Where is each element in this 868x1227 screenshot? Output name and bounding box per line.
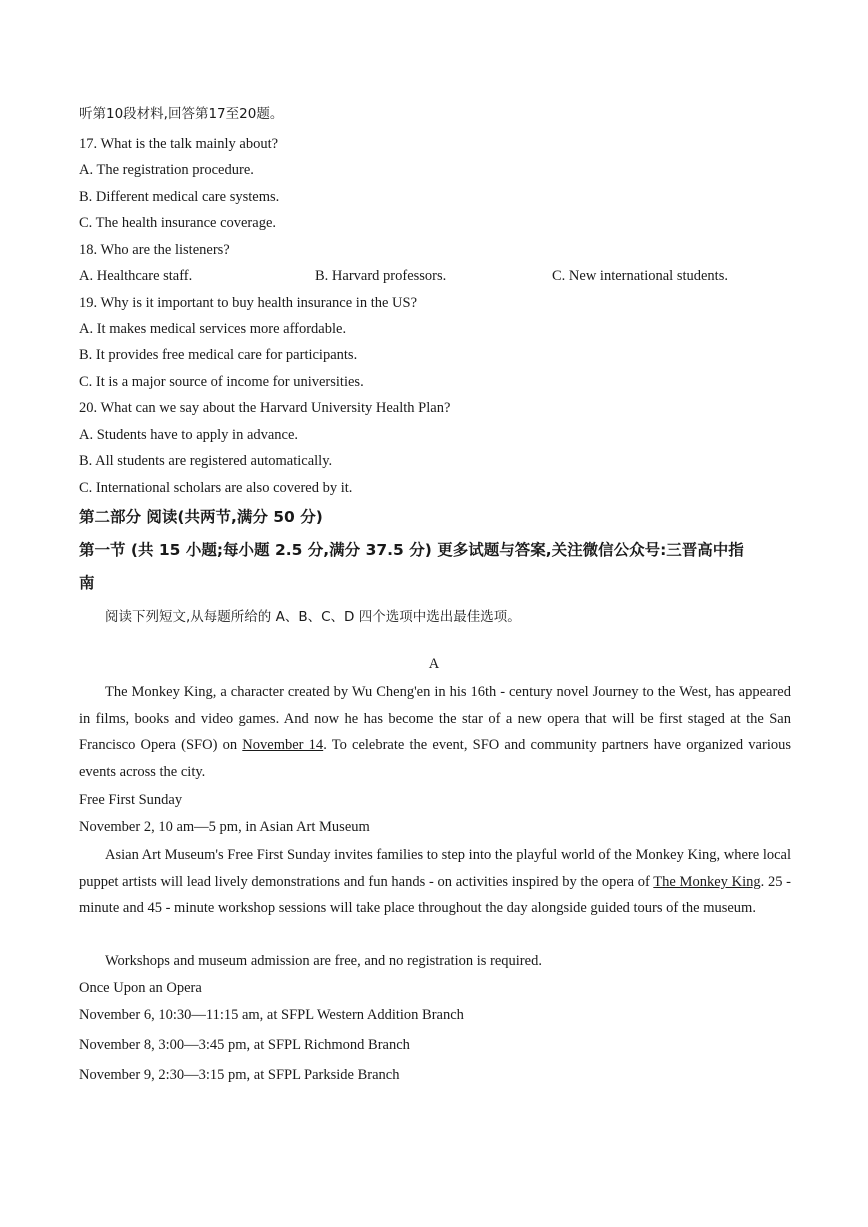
- question-17-option-a: A. The registration procedure.: [79, 162, 254, 178]
- question-18-stem: 18. Who are the listeners?: [79, 242, 230, 258]
- question-18-option-a: A. Healthcare staff.: [79, 268, 193, 284]
- event-description-text: Asian Art Museum's Free First Sunday invites families to step into the playful world of the Monkey King, where local puppet artists will lead lively demonstrations and fun hands - on activities inspired by the opera of: [79, 847, 791, 890]
- question-18-option-b: B. Harvard professors.: [315, 268, 447, 284]
- question-20-stem: 20. What can we say about the Harvard University Health Plan?: [79, 400, 451, 416]
- question-20-option-c: C. International scholars are also covered by it.: [79, 480, 353, 496]
- reading-instruction: 阅读下列短文,从每题所给的 A、B、C、D 四个选项中选出最佳选项。: [105, 609, 521, 625]
- passage-label: A: [428, 656, 440, 672]
- section-one-heading-continued: 南: [79, 574, 95, 592]
- event-description-text-end: . 25 - minute and 45 - minute workshop sessions will take place throughout the day alongside guided tours of the museum.: [79, 873, 791, 917]
- premiere-date: November 14: [242, 737, 324, 754]
- question-19-option-b: B. It provides free medical care for participants.: [79, 347, 358, 363]
- listening-intro: 听第10段材料,回答第17至20题。: [79, 106, 284, 122]
- event-session-1: November 6, 10:30—11:15 am, at SFPL Western Addition Branch: [79, 1007, 464, 1023]
- event-session-3: November 9, 2:30—3:15 pm, at SFPL Parkside Branch: [79, 1067, 400, 1083]
- question-17-option-c: C. The health insurance coverage.: [79, 215, 277, 231]
- question-18-option-c: C. New international students.: [552, 268, 728, 284]
- question-20-option-a: A. Students have to apply in advance.: [79, 427, 299, 443]
- question-20-option-b: B. All students are registered automatically.: [79, 453, 333, 469]
- section-one-heading: 第一节 (共 15 小题;每小题 2.5 分,满分 37.5 分) 更多试题与答案,关注微信公众号:三晋高中指: [79, 541, 744, 559]
- passage-intro-text-end: . To celebrate the event, SFO and community partners have organized various events across the city.: [79, 737, 791, 781]
- question-19-option-c: C. It is a major source of income for universities.: [79, 374, 364, 390]
- event-time-free-first-sunday: November 2, 10 am—5 pm, in Asian Art Museum: [79, 819, 370, 835]
- opera-title: The Monkey King: [653, 873, 761, 890]
- question-17-stem: 17. What is the talk mainly about?: [79, 136, 279, 152]
- event-description-paragraph: [79, 842, 791, 922]
- event-session-2: November 8, 3:00—3:45 pm, at SFPL Richmond Branch: [79, 1037, 410, 1053]
- event-note: Workshops and museum admission are free, and no registration is required.: [105, 953, 542, 969]
- passage-intro-paragraph: [79, 679, 791, 786]
- question-19-stem: 19. Why is it important to buy health insurance in the US?: [79, 295, 418, 311]
- part-two-heading: 第二部分 阅读(共两节,满分 50 分): [79, 508, 323, 526]
- passage-intro-text: The Monkey King, a character created by Wu Cheng'en in his 16th - century novel Journey to the West, has appeared in films, books and video games. And now he has become the star of a new opera that will be first staged at the San Francisco Opera (SFO) on: [79, 684, 791, 754]
- event-title-once-upon-an-opera: Once Upon an Opera: [79, 980, 202, 996]
- event-title-free-first-sunday: Free First Sunday: [79, 792, 183, 808]
- question-17-option-b: B. Different medical care systems.: [79, 189, 280, 205]
- question-19-option-a: A. It makes medical services more affordable.: [79, 321, 347, 337]
